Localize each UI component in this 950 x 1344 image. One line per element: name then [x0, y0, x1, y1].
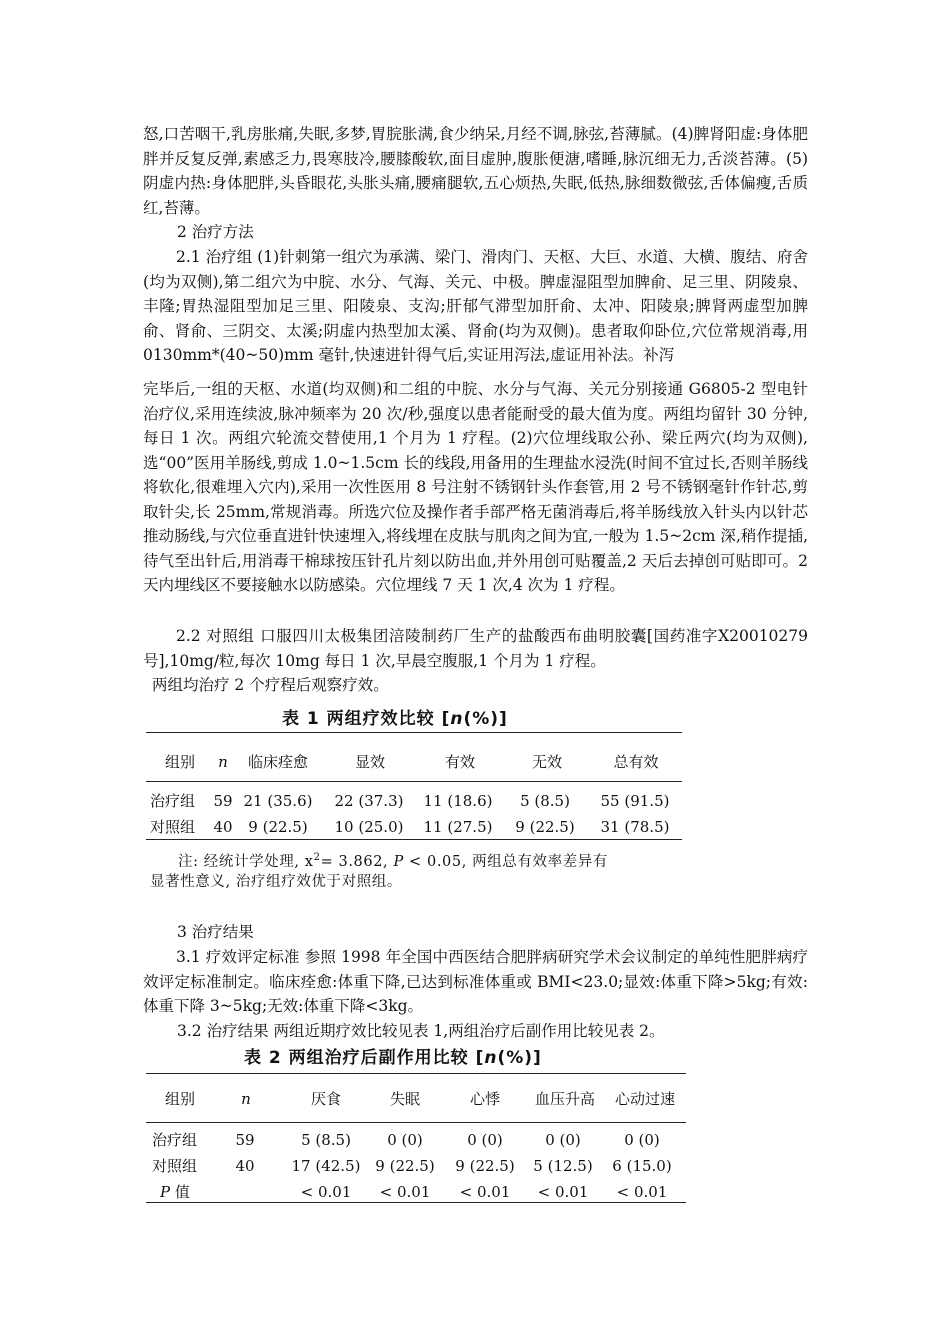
table1-cell: 9 (22.5)	[515, 818, 575, 836]
table1-header-rule	[146, 781, 682, 782]
table2-p-value: < 0.01	[300, 1183, 352, 1201]
table1-cell: 9 (22.5)	[248, 818, 308, 836]
table2-p-value: < 0.01	[379, 1183, 431, 1201]
table2-header-cell: 失眠	[389, 1090, 420, 1108]
table1-cell: 11 (27.5)	[423, 818, 493, 836]
table1-header-cell: 显效	[354, 753, 385, 771]
table1-cell: 22 (37.3)	[334, 792, 404, 810]
table2-header-cell: 厌食	[310, 1090, 341, 1108]
table2-caption: 表 2 两组治疗后副作用比较 [n(%)]	[244, 1048, 542, 1068]
table2-cell: 0 (0)	[467, 1131, 503, 1149]
table2-p-value-label: P 值	[160, 1183, 190, 1201]
table1-header-cell: 总有效	[613, 753, 659, 771]
table1-note: 注: 经统计学处理, $x^2= 3.862$, P < 0.05, 两组总有效率差异有	[178, 852, 609, 870]
table1-row1-group: 治疗组	[150, 792, 196, 810]
table2-row2-group: 对照组	[152, 1157, 198, 1175]
table2-cell: 9 (22.5)	[455, 1157, 515, 1175]
table1-row2-group: 对照组	[150, 818, 196, 836]
paragraph-observation-note: 两组均治疗 2 个疗程后观察疗效。	[152, 676, 389, 694]
table2-cell: 5 (12.5)	[533, 1157, 593, 1175]
table2-header-cell: 心悸	[469, 1090, 500, 1108]
table2-p-value: < 0.01	[537, 1183, 589, 1201]
table1-header-cell: 有效	[444, 753, 475, 771]
table1-cell: 31 (78.5)	[600, 818, 670, 836]
table1-header-cell: n	[218, 753, 228, 771]
table1-caption: 表 1 两组疗效比较 [n(%)]	[282, 709, 508, 729]
table2-row1-group: 治疗组	[152, 1131, 198, 1149]
table2-header-cell: 组别	[164, 1090, 195, 1108]
table2-cell: 0 (0)	[624, 1131, 660, 1149]
table2-cell: 40	[235, 1157, 255, 1175]
paragraph-treatment-group: 2.1 治疗组 (1)针刺第一组穴为承满、梁门、滑肉门、天枢、大巨、水道、大横、腹结、府舍(均为双侧),第二组穴为中脘、水分、气海、关元、中极。脾虚湿阻型加脾俞、足三里、阴陵泉、丰隆;胃热湿阻型加足三里、阳陵泉、支沟;肝郁气滞型加肝俞、太冲、阳陵泉;脾肾两虚型加脾俞、肾俞、三阴交、太溪;阴虚内热型加太溪、肾俞(均为双侧)。患者取仰卧位,穴位常规消毒,用0130mm*(40~50)mm 毫针,快速进针得气后,实证用泻法,虚证用补法。补泻	[143, 248, 808, 364]
table1-cell: 55 (91.5)	[600, 792, 670, 810]
table2-cell: 5 (8.5)	[301, 1131, 351, 1149]
paragraph-syndrome-types: 怒,口苦咽干,乳房胀痛,失眠,多梦,胃脘胀满,食少纳呆,月经不调,脉弦,苔薄腻。(4)脾肾阳虚:身体肥胖并反复反弹,素感乏力,畏寒肢冷,腰膝酸软,面目虚肿,腹胀便溏,嗜睡,脉沉细无力,舌淡苔薄。(5)阴虚内热:身体肥胖,头昏眼花,头胀头痛,腰痛腿软,五心烦热,失眠,低热,脉细数微弦,舌体偏瘦,舌质红,苔薄。	[143, 125, 808, 217]
table2-header-cell: 血压升高	[534, 1090, 595, 1108]
table2-header-cell: 心动过速	[614, 1090, 675, 1108]
table1-note-line2: 显著性意义, 治疗组疗效优于对照组。	[150, 874, 403, 890]
table1-cell: 10 (25.0)	[334, 818, 404, 836]
table2-bottom-rule	[146, 1202, 686, 1203]
table1-cell: 40	[213, 818, 233, 836]
table2-header-rule	[146, 1122, 686, 1123]
paragraph-evaluation-criteria: 3.1 疗效评定标准 参照 1998 年全国中西医结合肥胖病研究学术会议制定的单纯性肥胖病疗效评定标准制定。临床痊愈:体重下降,已达到标准体重或 BMI<23.0;显效:体重下降>5kg;有效:体重下降 3~5kg;无效:体重下降<3kg。	[143, 948, 808, 1015]
table2-top-rule	[146, 1073, 686, 1074]
table1-cell: 59	[213, 792, 233, 810]
paragraph-control-group: 2.2 对照组 口服四川太极集团涪陵制药厂生产的盐酸西布曲明胶囊[国药准字X20010279 号],10mg/粒,每次 10mg 每日 1 次,早晨空腹服,1 个月为 1 疗程。	[143, 627, 808, 670]
table1-bottom-rule	[146, 839, 682, 840]
table1-header-cell: 组别	[164, 753, 195, 771]
paragraph-treatment-group-continued: 完毕后,一组的天枢、水道(均双侧)和二组的中脘、水分与气海、关元分别接通 G6805-2 型电针治疗仪,采用连续波,脉冲频率为 20 次/秒,强度以患者能耐受的最大值为度。两组均留针 30 分钟,每日 1 次。两组穴轮流交替使用,1 个月为 1 疗程。(2)穴位埋线取公孙、梁丘两穴(均为双侧),选“00”医用羊肠线,剪成 1.0~1.5cm 长的线段,用备用的生理盐水浸洗(时间不宜过长,否则羊肠线将软化,很难埋入穴内),采用一次性医用 8 号注射不锈钢针头作套管,用 2 号不锈钢毫针作针芯,剪取针尖,长 25mm,常规消毒。所选穴位及操作者手部严格无菌消毒后,将羊肠线放入针头内以针芯推动肠线,与穴位垂直进针快速埋入,将线埋在皮肤与肌肉之间为宜,一般为 1.5~2cm 深,稍作提插,待气至出针后,用消毒干棉球按压针孔片刻以防出血,并外用创可贴覆盖,2 天后去掉创可贴即可。2 天内埋线区不要接触水以防感染。穴位埋线 7 天 1 次,4 次为 1 疗程。	[143, 380, 808, 594]
table1-header-cell: 临床痊愈	[247, 753, 308, 771]
table2-cell: 9 (22.5)	[375, 1157, 435, 1175]
section-heading-treatment-methods: 2 治疗方法	[177, 223, 254, 241]
section-heading-results: 3 治疗结果	[177, 923, 254, 941]
table2-cell: 0 (0)	[387, 1131, 423, 1149]
table1-cell: 5 (8.5)	[520, 792, 570, 810]
table2-cell: 59	[235, 1131, 255, 1149]
table2-p-value: < 0.01	[616, 1183, 668, 1201]
table2-header-cell: n	[241, 1090, 251, 1108]
table1-top-rule	[146, 732, 682, 733]
paragraph-results-summary: 3.2 治疗结果 两组近期疗效比较见表 1,两组治疗后副作用比较见表 2。	[177, 1022, 665, 1040]
table2-cell: 6 (15.0)	[612, 1157, 672, 1175]
table1-header-cell: 无效	[531, 753, 562, 771]
table1-cell: 21 (35.6)	[243, 792, 313, 810]
table1-cell: 11 (18.6)	[423, 792, 493, 810]
table2-cell: 17 (42.5)	[291, 1157, 361, 1175]
table2-cell: 0 (0)	[545, 1131, 581, 1149]
table2-p-value: < 0.01	[459, 1183, 511, 1201]
